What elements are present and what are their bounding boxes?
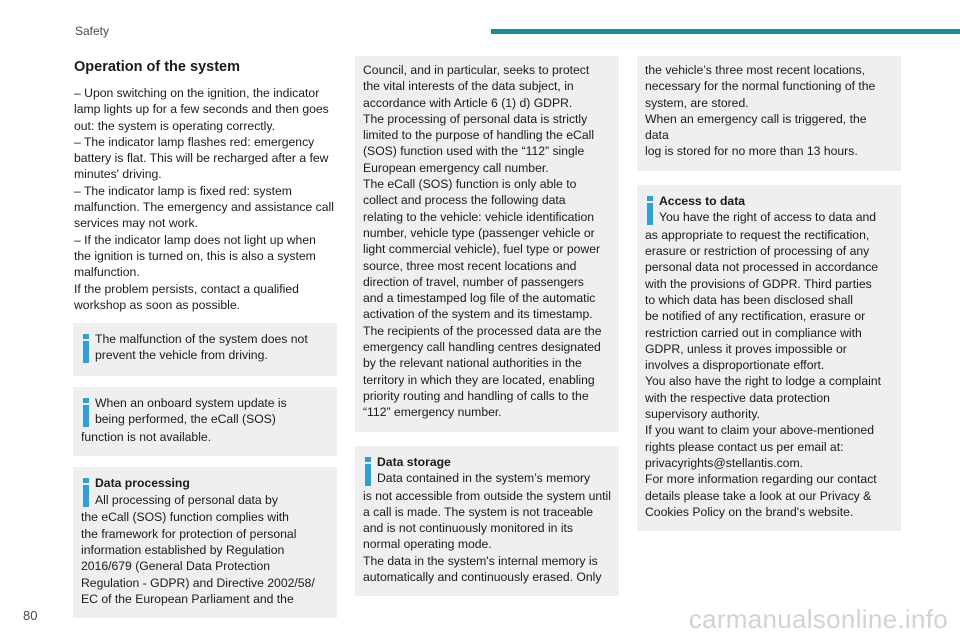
note-update-text: When an onboard system update is being performed, the eCall (SOS) bbox=[95, 396, 287, 427]
section-title-operation: Operation of the system bbox=[74, 59, 240, 75]
note-malfunction-text: The malfunction of the system does not prevent the vehicle from driving. bbox=[95, 332, 308, 363]
column-1 bbox=[73, 56, 337, 618]
access-title: Access to data bbox=[659, 193, 746, 208]
data-storage-body: is not accessible from outside the system until a call is made. The system is not traceable and is not continuously monitored in its normal operating mode. The data in the system's internal memory is automatically and continuously erased. Only bbox=[363, 488, 611, 585]
info-icon bbox=[363, 456, 377, 488]
data-storage-continued-box bbox=[637, 56, 901, 171]
section-label: Safety bbox=[75, 24, 110, 38]
access-body: as appropriate to request the rectification, erasure or restriction of processing of any personal data not processed in accordance with the provisions of GDPR. Third parties to which data has been disclosed shall be notified of any rectification, erasure or restriction carried out in compliance with GDPR, unless it proves impossible or involves a disproportionate effort. You also have the right to lodge a complaint with the respective data protection supervisory authority. If you want to claim your above-mentioned rights please contact us per email at: privacyrights@stellantis.com. For more information regarding our contact details please take a look at our Privacy & Cookies Policy on the brand's website. bbox=[645, 227, 882, 519]
data-processing-lead: All processing of personal data by bbox=[95, 492, 278, 507]
note-malfunction-box bbox=[73, 323, 337, 376]
page-number: 80 bbox=[23, 608, 38, 623]
note-update-box bbox=[73, 387, 337, 456]
info-icon bbox=[81, 333, 95, 365]
info-icon bbox=[645, 195, 659, 227]
note-update-text-tail: function is not available. bbox=[81, 430, 212, 445]
data-storage-continued: the vehicle’s three most recent locations, necessary for the normal functioning of the system, are stored. When an emergency call is triggered, the data log is stored for no more than 13 hours. bbox=[645, 63, 876, 159]
info-icon bbox=[81, 397, 95, 429]
operation-body: – Upon switching on the ignition, the indicator lamp lights up for a few seconds and then goes out: the system is operating correctly. – The indicator lamp flashes red: emergency battery is flat. This will be recharged after a few minutes' driving. – The indicator lamp is fixed red: system malfunction. The emergency and assistance call services may not work. – If the indicator lamp does not light up when the ignition is turned on, this is also a system malfunction. If the problem persists, contact a qualified workshop as soon as possible. bbox=[74, 86, 334, 312]
data-storage-lead: Data contained in the system’s memory bbox=[377, 470, 591, 485]
data-processing-body: the eCall (SOS) function complies with the framework for protection of personal information established by Regulation 2016/679 (General Data Protection Regulation - GDPR) and Directive 2002/58/ EC of the European Parliament and the bbox=[81, 510, 315, 606]
data-storage-box bbox=[355, 446, 619, 597]
access-lead: You have the right of access to data and bbox=[659, 210, 877, 225]
data-processing-continued-box bbox=[355, 56, 619, 432]
data-processing-box bbox=[73, 467, 337, 618]
data-processing-title: Data processing bbox=[95, 476, 190, 491]
data-processing-continued: Council, and in particular, seeks to protect the vital interests of the data subject, in accordance with Article 6 (1) d) GDPR. The processing of personal data is strictly limited to the purpose of handling the eCall (SOS) function used with the “112” single European emergency call number. The eCall (SOS) function is only able to collect and process the following data relating to the vehicle: vehicle identification number, vehicle type (passenger vehicle or light commercial vehicle), fuel type or power source, three most recent locations and direction of travel, number of passengers and a timestamped log file of the automatic activation of the system and its timestamp. The recipients of the processed data are the emergency call handling centres designated by the relevant national authorities in the territory in which they are located, enabling priority routing and handling of calls to the “112” emergency number. bbox=[363, 63, 602, 420]
access-box bbox=[637, 185, 901, 531]
watermark: carmanualsonline.info bbox=[688, 604, 948, 634]
data-storage-title: Data storage bbox=[377, 454, 451, 469]
header-accent-bar bbox=[491, 29, 960, 34]
column-2 bbox=[355, 56, 619, 596]
column-3 bbox=[637, 56, 901, 531]
info-icon bbox=[81, 477, 95, 509]
